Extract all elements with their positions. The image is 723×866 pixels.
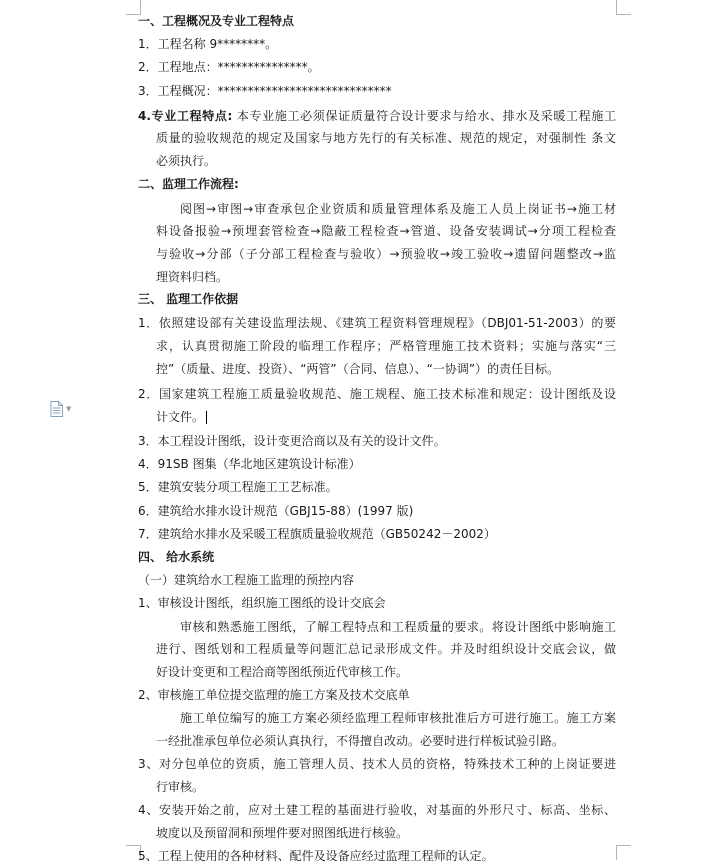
list-item: 1．工程名称 9********。 bbox=[138, 37, 278, 51]
paragraph-line: 理资料归档。 bbox=[156, 270, 229, 284]
list-item: 1、审核设计图纸，组织施工图纸的设计交底会 bbox=[138, 596, 386, 610]
list-item-continuation: 必须执行。 bbox=[156, 154, 217, 168]
paragraph-options-button[interactable] bbox=[50, 400, 80, 418]
paragraph-line: 施工单位编写的施工方案必须经监理工程师审核批准后方可进行施工。施工方案 bbox=[180, 711, 616, 725]
list-item: 5．建筑安装分项工程施工工艺标准。 bbox=[138, 480, 338, 494]
list-item: 4．91SB 图集（华北地区建筑设计标准） bbox=[138, 457, 361, 471]
list-item-continuation: 质量的验收规范的规定及国家与地方先行的有关标准、规范的规定，对强制性 条文 bbox=[156, 131, 616, 145]
list-item-continuation: 求，认真贯彻施工阶段的临理工作程序；严格管理施工技术资料；实施与落实“三 bbox=[156, 339, 616, 353]
list-item-text: 本专业施工必须保证质量符合设计要求与给水、排水及采暖工程施工 bbox=[232, 109, 616, 123]
list-item: 2、审核施工单位提交监理的施工方案及技术交底单 bbox=[138, 688, 410, 702]
list-item bbox=[138, 106, 616, 126]
list-item: 6．建筑给水排水设计规范（GBJ15-88）(1997 版) bbox=[138, 504, 414, 518]
list-item-bold-lead: 4.专业工程特点: bbox=[138, 109, 233, 123]
paragraph-line: 阅图→审图→审查承包企业资质和质量管理体系及施工人员上岗证书→施工材 bbox=[180, 202, 616, 216]
list-item-continuation: 控”（质量、进度、投资）、“两管”（合同、信息）、“一协调”）的责任目标。 bbox=[156, 362, 560, 376]
crop-mark-top-right bbox=[616, 0, 631, 15]
paragraph-line: 审核和熟悉施工图纸，了解工程特点和工程质量的要求。将设计图纸中影响施工 bbox=[180, 620, 616, 634]
text-cursor bbox=[206, 411, 207, 424]
list-item: 1．依照建设部有关建设监理法规、《建筑工程资料管理规程》（DBJ01-51-2003）的要 bbox=[138, 316, 616, 330]
list-item: 2．工程地点：***************。 bbox=[138, 60, 320, 74]
list-item-continuation bbox=[156, 407, 207, 427]
list-item: 4、安装开始之前，应对土建工程的基面进行验收，对基面的外形尺寸、标高、坐标、 bbox=[138, 803, 616, 817]
section-heading-2: 二、监理工作流程: bbox=[138, 177, 239, 191]
chevron-down-icon: ▼ bbox=[66, 404, 72, 413]
list-item: 7．建筑给水排水及采暖工程旗质量验收规范（GB50242－2002） bbox=[138, 527, 496, 541]
section-heading-1: 一、工程概况及专业工程特点 bbox=[138, 14, 295, 28]
paragraph-line: 与验收→分部（子分部工程检查与验收）→预验收→竣工验收→遗留问题整改→监 bbox=[156, 247, 616, 261]
list-item-text: 计文件。 bbox=[156, 410, 205, 424]
list-item: 3．工程概况：***************************** bbox=[138, 84, 392, 98]
list-item: 3．本工程设计图纸，设计变更洽商以及有关的设计文件。 bbox=[138, 434, 446, 448]
list-item: 2．国家建筑工程施工质量验收规范、施工规程、施工技术标准和规定：设计图纸及设 bbox=[138, 387, 616, 401]
crop-mark-bottom-right bbox=[616, 845, 631, 860]
subsection-heading: （一）建筑给水工程施工监理的预控内容 bbox=[138, 573, 355, 587]
section-heading-3: 三、 监理工作依据 bbox=[138, 292, 239, 306]
list-item-continuation: 行审核。 bbox=[156, 780, 205, 794]
section-heading-4: 四、 给水系统 bbox=[138, 550, 215, 564]
paragraph-line: 一经批准承包单位必须认真执行，不得擅自改动。必要时进行样板试验引路。 bbox=[156, 734, 565, 748]
paragraph-line: 料设备报验→预埋套管检查→隐蔽工程检查→管道、设备安装调试→分项工程检查 bbox=[156, 224, 616, 238]
document-icon bbox=[50, 401, 63, 417]
list-item: 5、工程上使用的各种材料、配件及设备应经过监理工程师的认定。 bbox=[138, 849, 494, 863]
paragraph-line: 进行、图纸划和工程质量等问题汇总记录形成文件。并及时组织设计交底会议，做 bbox=[156, 642, 616, 656]
list-item: 3、对分包单位的资质，施工管理人员、技术人员的资格，特殊技术工种的上岗证要进 bbox=[138, 757, 616, 771]
paragraph-line: 好设计变更和工程洽商等图纸预近代审核工作。 bbox=[156, 665, 409, 679]
list-item-continuation: 坡度以及预留洞和预埋件要对照图纸进行核验。 bbox=[156, 826, 409, 840]
